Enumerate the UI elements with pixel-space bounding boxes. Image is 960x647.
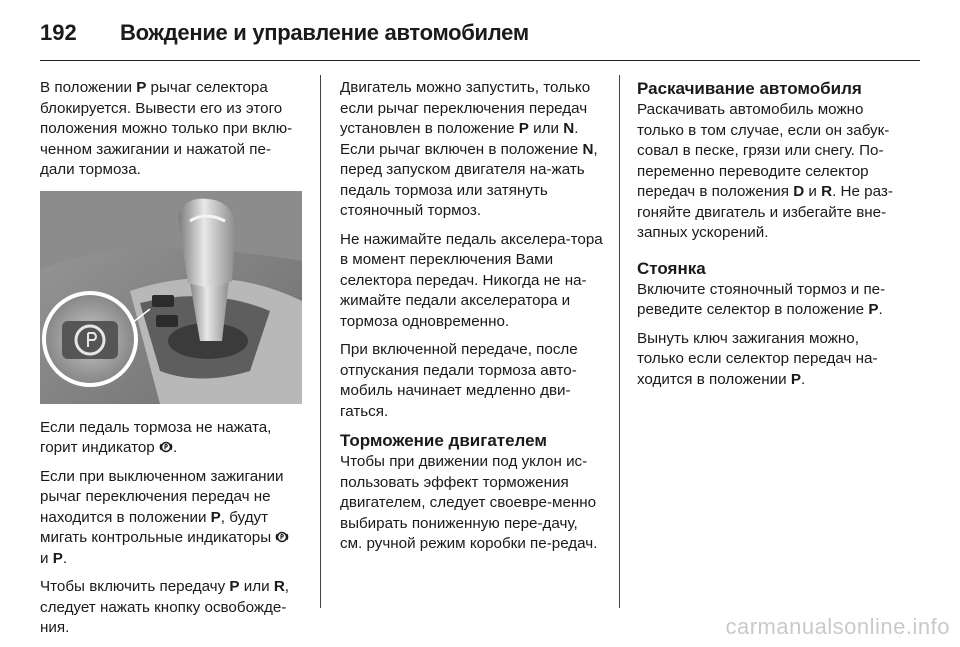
brake-indicator-icon [275,530,289,544]
section-heading: Торможение двигателем [340,431,547,450]
watermark: carmanualsonline.info [725,614,950,639]
page-title: Вождение и управление автомобилем [120,20,529,45]
column-divider-1 [320,75,321,608]
paragraph: Двигатель можно запустить, только если рычаг переключения передач установлен в положение P или N. Если рычаг включен в положение N, перед запуском двигателя на-жать педаль тормоза или затянуть стояночный тормоз. [340,79,598,219]
paragraph: Вынуть ключ зажигания можно, только если селектор передач на-ходится в положении P. [637,329,878,388]
header-rule [40,60,920,61]
section-heading: Стоянка [637,258,706,278]
paragraph: В положении P рычаг селектора блокируется. Вывести его из этого положения можно только при вклю-ченном зажигании и нажатой пе-дали тормоза. [40,79,293,178]
paragraph: При включенной передаче, после отпускания педали тормоза авто-мобиль начинает медленно дви-гаться. [340,341,578,420]
page-header [40,14,920,54]
paragraph: Раскачивать автомобиль можно только в том случае, если он забук-совал в песке, грязи или снегу. По-переменно переводите селектор передач в положения D и R. Не раз-гоняйте двигатель и избегайте вне-запных ускорений. [637,101,893,241]
paragraph: Если при выключенном зажигании рычаг переключения передач не находится в положении P, будут мигать контрольные индикаторы и P. [40,467,302,570]
column-1 [40,78,302,647]
column-2 [340,78,604,563]
brake-indicator-icon [159,440,173,454]
paragraph: Чтобы включить передачу P или R, следует нажать кнопку освобожде-ния. [40,578,290,636]
paragraph: Не нажимайте педаль акселера-тора в момент переключения Вами селектора передач. Никогда не на-жимайте педали акселератора и тормоза одновременно. [340,230,603,330]
paragraph: Если педаль тормоза не нажата, горит индикатор . [40,418,272,456]
column-divider-2 [619,75,620,608]
paragraph: Чтобы при движении под уклон ис-пользовать эффект торможения двигателем, следует своевре-менно выбирать пониженную пере-дачу, см. ручной режим коробки пе-редач. [340,453,598,552]
gear-selector-photo [40,191,302,404]
paragraph: Включите стояночный тормоз и пе-реведите селектор в положение P. [637,280,886,318]
section-heading: Раскачивание автомобиля [637,79,862,98]
column-3 [637,78,907,398]
page-number: 192 [40,20,77,45]
